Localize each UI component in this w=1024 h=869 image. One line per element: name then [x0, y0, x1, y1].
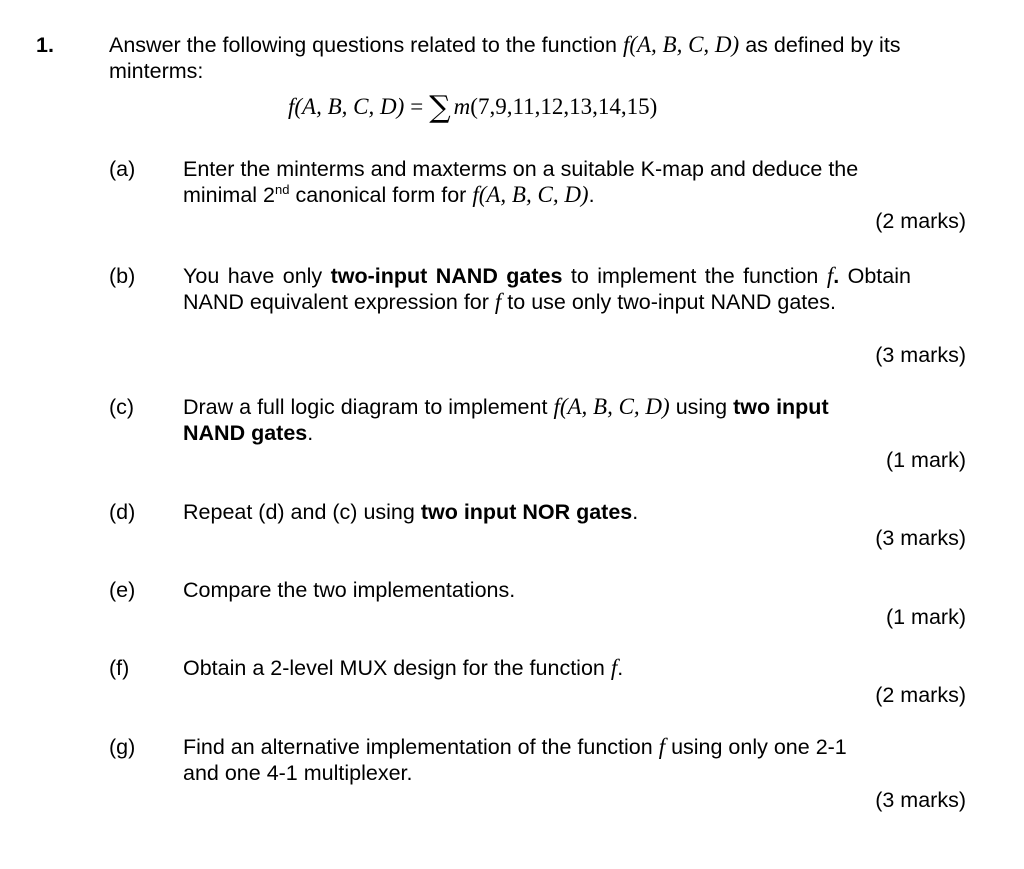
part-f-end: . — [617, 656, 624, 680]
part-b-text1: You have only — [183, 264, 323, 288]
part-f-text1: Obtain a 2-level MUX design for the function — [183, 656, 605, 680]
formula-terms: (7,9,11,12,13,14,15) — [470, 94, 658, 119]
part-f-function: f — [610, 655, 618, 680]
part-c-function: f(A, B, C, D) — [553, 394, 670, 419]
part-c-end: . — [307, 421, 314, 445]
part-b-bold: two-input NAND gates — [330, 264, 563, 288]
part-a-text1: Enter the minterms and maxterms on a suitable K-map and deduce the minimal 2 — [183, 157, 859, 207]
part-a-function: f(A, B, C, D) — [472, 182, 589, 207]
part-d-text — [183, 499, 911, 525]
part-d-label: (d) — [109, 500, 136, 524]
part-e-label: (e) — [109, 578, 136, 602]
part-b-marks: (3 marks) — [875, 343, 966, 367]
part-a-marks: (2 marks) — [875, 209, 966, 233]
intro-tail: as defined by its minterms: — [109, 33, 901, 83]
part-b-text2: to implement the function — [570, 264, 819, 288]
part-d-bold: two input NOR gates — [420, 500, 633, 524]
part-c-label: (c) — [109, 395, 135, 419]
part-d-end: . — [632, 500, 639, 524]
intro-text: Answer the following questions related to the function — [109, 33, 617, 57]
part-e-text1: Compare the two implementations. — [183, 578, 516, 602]
part-b-label: (b) — [109, 264, 136, 288]
part-a-text2: canonical form for — [295, 183, 467, 207]
part-c-text1: Draw a full logic diagram to implement — [183, 395, 548, 419]
part-b-function2: f — [494, 289, 502, 314]
question-number: 1. — [36, 33, 54, 57]
part-g-text — [183, 734, 883, 786]
part-f-text — [183, 655, 911, 681]
part-a-label: (a) — [109, 157, 136, 181]
formula-m: m — [453, 94, 471, 119]
part-e-text — [183, 577, 911, 603]
part-b-function1: f — [826, 263, 834, 288]
intro-function: f(A, B, C, D) — [622, 32, 740, 57]
part-c-text — [183, 394, 873, 446]
part-c-marks: (1 mark) — [885, 448, 966, 472]
formula-equals: = — [410, 94, 424, 119]
part-g-marks: (3 marks) — [875, 788, 966, 812]
part-f-label: (f) — [109, 656, 130, 680]
part-e-marks: (1 mark) — [885, 605, 966, 629]
part-a-end: . — [588, 183, 595, 207]
part-b-text4: to use only two-input NAND gates. — [507, 290, 836, 314]
part-b-end1: . — [833, 264, 840, 288]
part-f-marks: (2 marks) — [875, 683, 966, 707]
part-g-function: f — [658, 734, 666, 759]
part-g-text1: Find an alternative implementation of the function — [183, 735, 653, 759]
sigma-symbol: ∑ — [429, 90, 451, 125]
minterm-formula — [288, 90, 658, 125]
part-a-text — [183, 156, 911, 208]
question-intro — [109, 32, 969, 84]
part-b-text — [183, 263, 911, 315]
part-c-text2: using — [675, 395, 728, 419]
part-g-text2: using only one 2-1 and one 4-1 multiplexer. — [183, 735, 847, 785]
part-b-text3: Obtain NAND equivalent expression for — [183, 264, 911, 314]
part-d-text1: Repeat (d) and (c) using — [183, 500, 415, 524]
part-g-label: (g) — [109, 735, 136, 759]
part-d-marks: (3 marks) — [875, 526, 966, 550]
part-c-bold: two input NAND gates — [183, 395, 829, 445]
part-a-sup: nd — [275, 182, 290, 197]
formula-lhs: f(A, B, C, D) — [288, 94, 405, 119]
